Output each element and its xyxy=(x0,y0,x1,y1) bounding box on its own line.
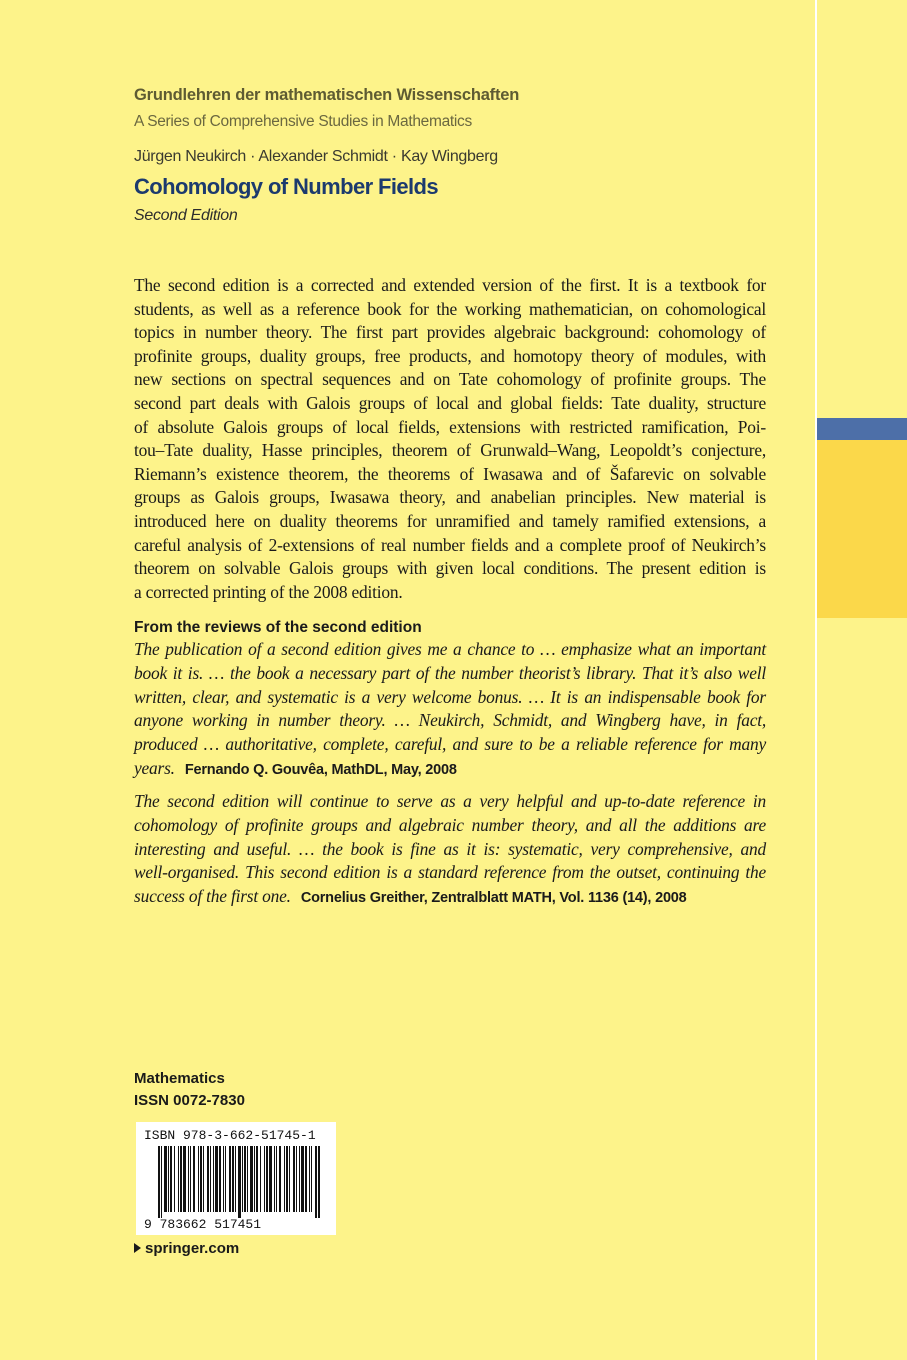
barcode-bar xyxy=(210,1146,211,1212)
description-line: The second edition is a corrected and extended version of the first. It is a textbook for xyxy=(134,275,766,295)
barcode-bar xyxy=(318,1146,320,1218)
review-line: book it is. … the book a necessary part of the number theorist’s library. That it’s also well xyxy=(134,662,766,683)
description-line: second part deals with Galois groups of local and global fields: Tate duality, structure xyxy=(134,392,766,413)
review-line: success of the first one. xyxy=(134,886,291,907)
barcode-bar xyxy=(188,1146,189,1212)
description-line: Riemann’s existence theorem, the theorems of Iwasawa and of Šafarevic on solvable xyxy=(134,463,766,484)
barcode-bar xyxy=(203,1146,204,1212)
issn-number: ISSN 0072-7830 xyxy=(134,1092,245,1109)
barcode-bar xyxy=(269,1146,272,1212)
description-line: theorem on solvable Galois groups with given local conditions. The present edition is xyxy=(134,558,766,579)
description-line: introduced here on duality theorems for unramified and tamely ramified extensions, a xyxy=(134,510,766,531)
barcode-bar xyxy=(311,1146,312,1212)
barcode-bar xyxy=(309,1146,310,1212)
review-line: produced … authoritative, complete, careful, and sure to be a reliable reference for many xyxy=(134,734,766,755)
barcode-bar xyxy=(301,1146,304,1212)
barcode-bar xyxy=(305,1146,307,1212)
barcode-bar xyxy=(235,1146,236,1212)
review-source-2: Cornelius Greither, Zentralblatt MATH, Vol. 1136 (14), 2008 xyxy=(300,890,687,907)
review-line: The publication of a second edition gives me a chance to … emphasize what an important xyxy=(134,639,766,659)
barcode-bar xyxy=(276,1146,277,1212)
barcode-bar xyxy=(315,1146,317,1218)
review-line: The second edition will continue to serve as a very helpful and up-to-date reference in xyxy=(134,791,766,811)
barcode-bar xyxy=(244,1146,246,1212)
description-line: a corrected printing of the 2008 edition. xyxy=(134,581,403,602)
spine-gold-band xyxy=(817,440,907,618)
book-authors: Jürgen Neukirch · Alexander Schmidt · Kay Wingberg xyxy=(134,148,498,165)
description-line: students, as well as a reference book for the working mathematician, on cohomological xyxy=(134,298,766,319)
description-line: groups as Galois groups, Iwasawa theory, and anabelian principles. New material is xyxy=(134,487,766,508)
barcode-bar xyxy=(296,1146,297,1212)
book-title: Cohomology of Number Fields xyxy=(134,174,439,199)
book-edition: Second Edition xyxy=(134,207,238,224)
subject-category: Mathematics xyxy=(134,1070,225,1087)
series-title: Grundlehren der mathematischen Wissenschaften xyxy=(134,86,520,104)
review-quote-1 xyxy=(134,638,766,783)
barcode-bar xyxy=(293,1146,295,1212)
review-line-last xyxy=(134,885,766,911)
review-line: well-organised. This second edition is a standard reference from the outset, continuing the xyxy=(134,862,766,883)
barcode-bar xyxy=(299,1146,300,1212)
barcode-bar xyxy=(266,1146,268,1212)
barcode-bar xyxy=(256,1146,258,1212)
spine-edge-strip xyxy=(815,0,907,1360)
barcode-bar xyxy=(229,1146,231,1212)
barcode-bar xyxy=(274,1146,275,1212)
barcode-bar xyxy=(190,1146,191,1212)
barcode-bar xyxy=(198,1146,199,1212)
barcode-bar xyxy=(223,1146,224,1212)
description-line: tou–Tate duality, Hasse principles, theorem of Grunwald–Wang, Leopoldt’s conjecture, xyxy=(134,440,766,461)
barcode-bar xyxy=(164,1146,167,1212)
publisher-website-link[interactable] xyxy=(134,1240,239,1257)
barcode-bar xyxy=(284,1146,285,1212)
barcode-bar xyxy=(215,1146,218,1212)
barcode xyxy=(136,1122,336,1235)
barcode-bar xyxy=(250,1146,253,1212)
review-line: cohomology of profinite groups and algebraic number theory, and all the additions are xyxy=(134,814,766,835)
review-line: written, clear, and systematic is a very welcome bonus. … It is an indispensable book for xyxy=(134,686,766,707)
review-quote-2 xyxy=(134,790,766,911)
barcode-bar xyxy=(264,1146,265,1212)
description-line: profinite groups, duality groups, free products, and homotopy theory of modules, with xyxy=(134,345,766,366)
barcode-bars xyxy=(144,1146,330,1230)
barcode-bar xyxy=(158,1146,160,1218)
review-source-1: Fernando Q. Gouvêa, MathDL, May, 2008 xyxy=(184,761,457,778)
barcode-bar xyxy=(174,1146,175,1212)
book-description xyxy=(134,274,766,604)
barcode-digits: 9 783662 517451 xyxy=(144,1217,262,1230)
barcode-bar xyxy=(289,1146,290,1212)
description-line: new sections on spectral sequences and on Tate cohomology of profinite groups. The xyxy=(134,369,766,390)
barcode-bar xyxy=(161,1146,162,1218)
spine-blue-band xyxy=(817,418,907,440)
barcode-bar xyxy=(279,1146,281,1212)
barcode-bar xyxy=(180,1146,182,1212)
review-line: interesting and useful. … the book is fine as it is: systematic, very comprehensive, and xyxy=(134,838,766,859)
barcode-bar xyxy=(254,1146,255,1212)
barcode-bar xyxy=(247,1146,248,1212)
description-line: of absolute Galois groups of local fields, extensions with restricted ramification, Poi- xyxy=(134,416,766,437)
barcode-bar xyxy=(168,1146,169,1212)
review-line: years. xyxy=(134,757,175,778)
isbn-label: ISBN 978-3-662-51745-1 xyxy=(144,1128,316,1143)
barcode-bar xyxy=(286,1146,288,1212)
barcode-bar xyxy=(213,1146,214,1212)
barcode-bar xyxy=(232,1146,234,1212)
barcode-bar xyxy=(193,1146,195,1212)
barcode-bar xyxy=(183,1146,186,1212)
reviews-heading: From the reviews of the second edition xyxy=(134,619,422,636)
website-label: springer.com xyxy=(145,1240,240,1257)
arrow-right-icon xyxy=(134,1243,141,1253)
barcode-bar xyxy=(207,1146,209,1212)
review-line-last xyxy=(134,757,766,783)
barcode-bar xyxy=(260,1146,261,1212)
description-line: careful analysis of 2-extensions of real number fields and a complete proof of Neukirch’s xyxy=(134,534,766,555)
series-subtitle: A Series of Comprehensive Studies in Mathematics xyxy=(134,113,472,130)
barcode-bar xyxy=(200,1146,202,1212)
barcode-bar xyxy=(219,1146,221,1212)
review-line: anyone working in number theory. … Neukirch, Schmidt, and Wingberg have, in fact, xyxy=(134,710,766,731)
barcode-bar xyxy=(225,1146,226,1212)
description-line: topics in number theory. The first part provides algebraic background: cohomology of xyxy=(134,322,766,343)
barcode-bar xyxy=(170,1146,172,1212)
barcode-bar xyxy=(238,1146,241,1218)
barcode-bar xyxy=(178,1146,179,1212)
barcode-bar xyxy=(242,1146,243,1212)
